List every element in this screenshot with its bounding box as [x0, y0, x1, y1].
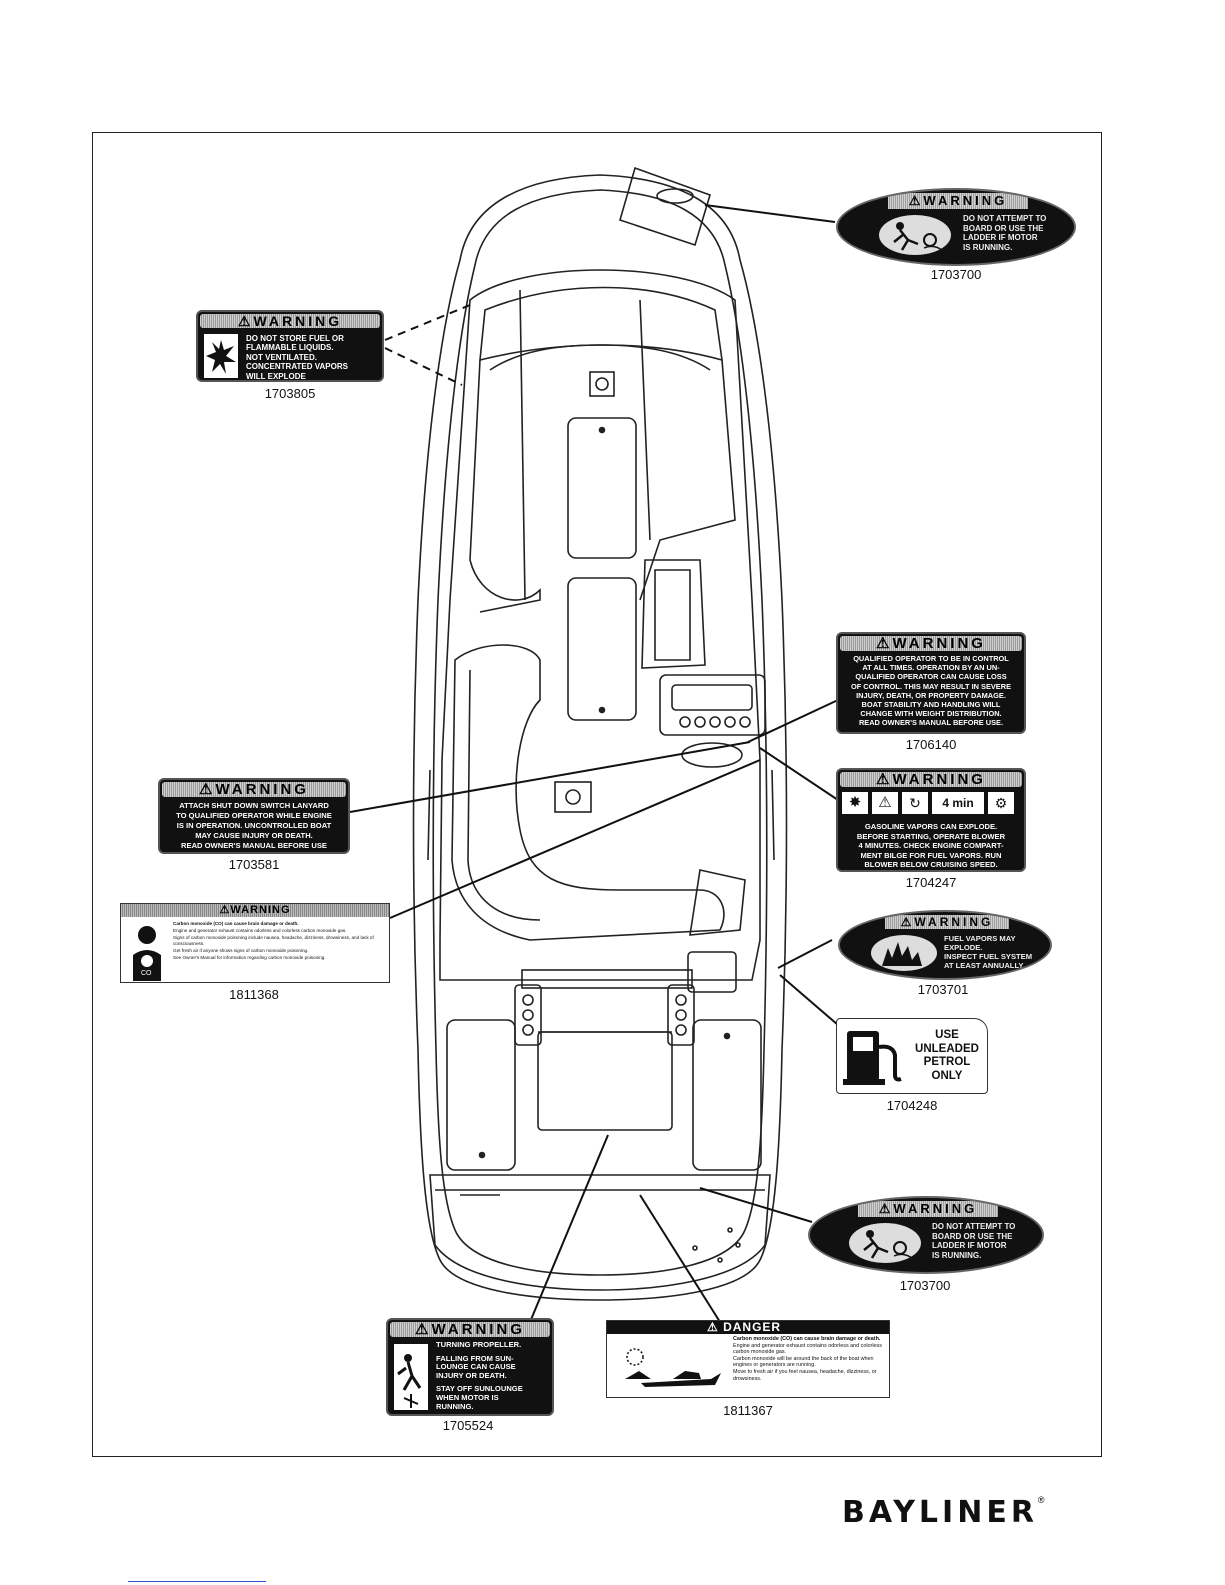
- decal-header: ⚠WARNING: [200, 314, 380, 328]
- decal-header: ⚠WARNING: [840, 636, 1022, 651]
- part-number-1704248: 1704248: [886, 1098, 938, 1113]
- person-falling-ladder-icon: [878, 214, 953, 256]
- decal-header: ⚠WARNING: [121, 904, 389, 917]
- decal-header: ⚠WARNING: [858, 1201, 998, 1217]
- part-number-1703581: 1703581: [228, 857, 280, 872]
- svg-text:CO: CO: [141, 970, 152, 977]
- decal-1811367: ⚠ DANGER Carbon monoxide (CO) can cause brain damage or death. Engine and generator exhaust contains odorless and colorless carbon monoxide gas. Carbon monoxide will be around the back of the boat when engines or generators are running. Move to fresh air if you feel nausea, headache, dizziness, or drowsiness.: [606, 1320, 890, 1398]
- decal-1703805: ⚠WARNING DO NOT STORE FUEL OR FLAMMABLE LIQUIDS. NOT VENTILATED. CONCENTRATED VAPORS WILL EXPLODE: [196, 310, 384, 382]
- explosion-icon: [204, 334, 238, 378]
- fire-icon: [870, 934, 938, 972]
- decal-header: ⚠ DANGER: [607, 1321, 889, 1334]
- blower-time: 4 min: [932, 792, 984, 814]
- part-number-1705524: 1705524: [442, 1418, 494, 1433]
- decal-1811368: ⚠WARNING CO Carbon monoxide (CO) can cause brain damage or death. Engine and generator exhaust contains odorless and colorless carbon monoxide gas. Signs of carbon monoxide poisoning include nausea, headache, dizziness, drowsiness, and lack of consciousness. Get fresh air if anyone shows signs of carbon monoxide poisoning. See Owner's Manual for information regarding carbon monoxide poisoning.: [120, 903, 390, 983]
- engine-icon: ⚙: [988, 792, 1014, 814]
- explosion-icon: ✸: [842, 792, 868, 814]
- part-number-1703700-top: 1703700: [930, 267, 982, 282]
- decal-header: ⚠WARNING: [840, 772, 1022, 787]
- part-number-1703700-bottom: 1703700: [899, 1278, 951, 1293]
- warning-triangle-icon: ⚠: [872, 792, 898, 814]
- part-number-1811367: 1811367: [723, 1403, 773, 1418]
- bayliner-logo: BAYLINER®: [842, 1495, 1045, 1530]
- decal-1703700-top: ⚠WARNING DO NOT ATTEMPT TO BOARD OR USE THE LADDER IF MOTOR IS RUNNING.: [836, 188, 1076, 266]
- part-number-1703805: 1703805: [264, 386, 316, 401]
- decal-header: ⚠WARNING: [888, 193, 1028, 209]
- decal-header: ⚠WARNING: [390, 1322, 550, 1337]
- carbon-monoxide-head-icon: [125, 921, 169, 981]
- part-number-1704247: 1704247: [905, 875, 957, 890]
- decal-1703581: ⚠WARNING ATTACH SHUT DOWN SWITCH LANYARD TO QUALIFIED OPERATOR WHILE ENGINE IS IN OPERATION. UNCONTROLLED BOAT MAY CAUSE INJURY OR DEATH. READ OWNER'S MANUAL BEFORE USE: [158, 778, 350, 854]
- hyperlink-underline[interactable]: [128, 1581, 266, 1582]
- registered-mark: ®: [1037, 1495, 1045, 1505]
- decal-header: ⚠WARNING: [162, 782, 346, 797]
- decal-1703701: ⚠WARNING FUEL VAPORS MAY EXPLODE. INSPECT FUEL SYSTEM AT LEAST ANNUALLY.: [838, 910, 1052, 980]
- decal-header: ⚠WARNING: [885, 915, 1009, 929]
- blower-icon: ↻: [902, 792, 928, 814]
- decal-1703700-bottom: ⚠WARNING DO NOT ATTEMPT TO BOARD OR USE THE LADDER IF MOTOR IS RUNNING.: [808, 1196, 1044, 1274]
- part-number-1706140: 1706140: [905, 737, 957, 752]
- decal-1706140: ⚠WARNING QUALIFIED OPERATOR TO BE IN CONTROL AT ALL TIMES. OPERATION BY AN UN- QUALIFIED OPERATOR CAN CAUSE LOSS OF CONTROL. THIS MAY RESULT IN SEVERE INJURY, DEATH, OR PROPERTY DAMAGE. BOAT STABILITY AND HANDLING WILL CHANGE WITH WEIGHT DISTRIBUTION. READ OWNER'S MANUAL BEFORE USE.: [836, 632, 1026, 734]
- part-number-1703701: 1703701: [917, 982, 969, 997]
- carbon-monoxide-boat-icon: [611, 1339, 729, 1395]
- decal-1704248: USE UNLEADED PETROL ONLY: [836, 1018, 988, 1094]
- decal-1705524: ⚠WARNING TURNING PROPELLER. FALLING FROM SUN- LOUNGE CAN CAUSE INJURY OR DEATH. STAY OFF SUNLOUNGE WHEN MOTOR IS RUNNING.: [386, 1318, 554, 1416]
- icon-row: [842, 792, 1022, 814]
- decal-1704247: ⚠WARNING ✸ ⚠ ↻ 4 min ⚙ GASOLINE VAPORS CAN EXPLODE. BEFORE STARTING, OPERATE BLOWER 4 MINUTES. CHECK ENGINE COMPART- MENT BILGE FOR FUEL VAPORS. RUN BLOWER BELOW CRUISING SPEED.: [836, 768, 1026, 872]
- person-propeller-icon: [394, 1344, 428, 1410]
- fuel-pump-icon: [843, 1025, 909, 1087]
- person-falling-ladder-icon: [848, 1222, 923, 1264]
- part-number-1811368: 1811368: [229, 987, 279, 1002]
